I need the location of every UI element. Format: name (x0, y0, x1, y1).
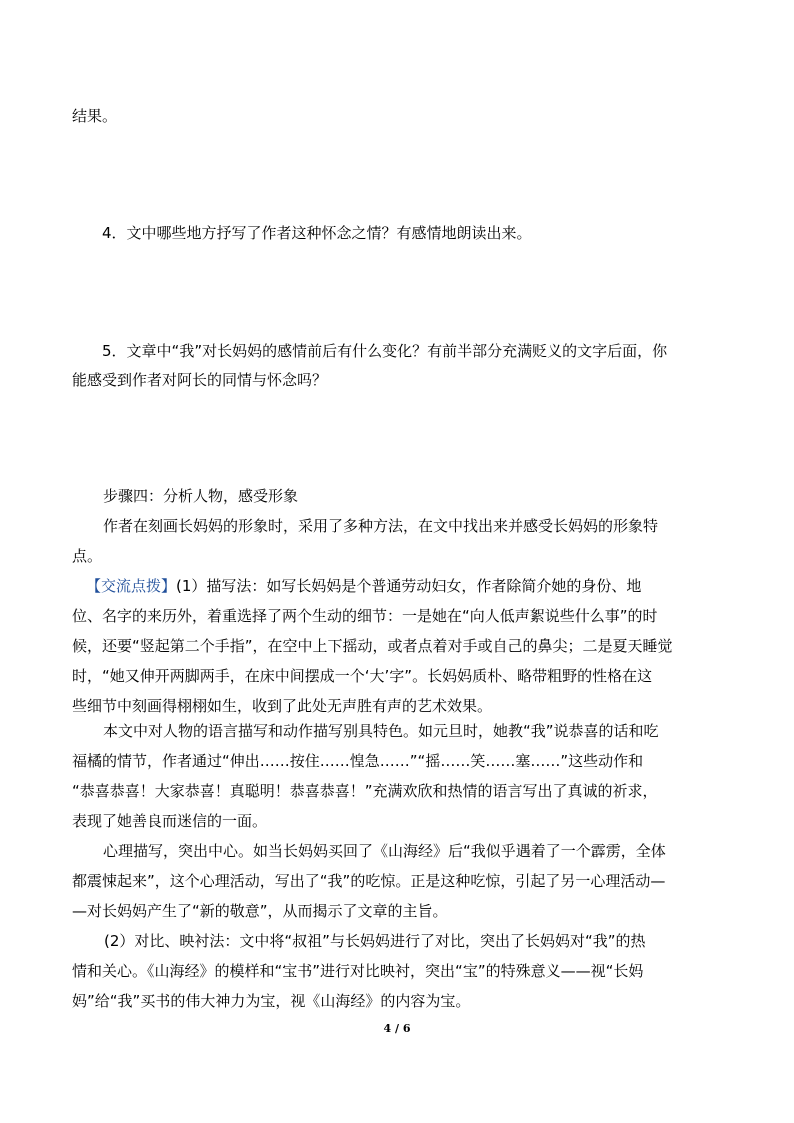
text-line (86, 570, 706, 602)
text-line: 结果。 (72, 107, 118, 125)
text-line: “恭喜恭喜！大家恭喜！真聪明！恭喜恭喜！”充满欢欣和热情的语言写出了真诚的祈求， (72, 782, 658, 800)
text-line: (2）对比、映衬法：文中将“叔祖”与长妈妈进行了对比，突出了长妈妈对“我”的热 (104, 932, 646, 950)
text-line: 点。 (72, 547, 103, 565)
text-line: 情和关心。《山海经》的模样和“宝书”进行对比映衬，突出“宝”的特殊意义——视“长妈 (72, 962, 644, 980)
text-line: 些细节中刻画得栩栩如生，收到了此处无声胜有声的艺术效果。 (72, 697, 493, 715)
text-line: 心理描写，突出中心。如当长妈妈买回了《山海经》后“我似乎遇着了一个霹雳，全体 (103, 842, 666, 860)
question-4: 4．文中哪些地方抒写了作者这种怀念之情？有感情地朗读出来。 (102, 224, 532, 242)
text-span: (1）描写法：如写长妈妈是个普通劳动妇女，作者除简介她的身份、地 (176, 577, 642, 595)
discussion-tag: 【交流点拨】 (86, 577, 177, 595)
text-line: 位、名字的来历外，着重选择了两个生动的细节：一是她在“向人低声絮说些什么事”的时 (72, 607, 658, 625)
text-line: 时，“她又伸开两脚两手，在床中间摆成一个‘大’字”。长妈妈质朴、略带粗野的性格在这 (72, 667, 653, 685)
question-5-line-1: 5．文章中“我”对长妈妈的感情前后有什么变化？有前半部分充满贬义的文字后面，你 (102, 342, 668, 360)
page-number: 4 / 6 (383, 1022, 411, 1035)
text-line: 表现了她善良而迷信的一面。 (72, 812, 268, 830)
text-line: 本文中对人物的语言描写和动作描写别具特色。如元旦时，她教“我”说恭喜的话和吃 (103, 722, 659, 740)
question-5-line-2: 能感受到作者对阿长的同情与怀念吗？ (72, 371, 328, 389)
text-line: —对长妈妈产生了“新的敬意”，从而揭示了文章的主旨。 (72, 902, 448, 920)
text-line: 都震悚起来”，这个心理活动，写出了“我”的吃惊。正是这种吃惊，引起了另一心理活动— (72, 872, 666, 890)
section-heading: 步骤四：分析人物，感受形象 (103, 487, 299, 505)
text-line: 福橘的情节，作者通过“伸出……按住……惶急……”“摇……笑……塞……”这些动作和 (72, 752, 644, 770)
text-line: 作者在刻画长妈妈的形象时，采用了多种方法，在文中找出来并感受长妈妈的形象特 (103, 517, 659, 535)
text-line: 候，还要“竖起第二个手指”，在空中上下摇动，或者点着对手或自己的鼻尖；二是夏天睡觉 (72, 637, 673, 655)
text-line: 妈”给“我”买书的伟大神力为宝，视《山海经》的内容为宝。 (72, 992, 471, 1010)
